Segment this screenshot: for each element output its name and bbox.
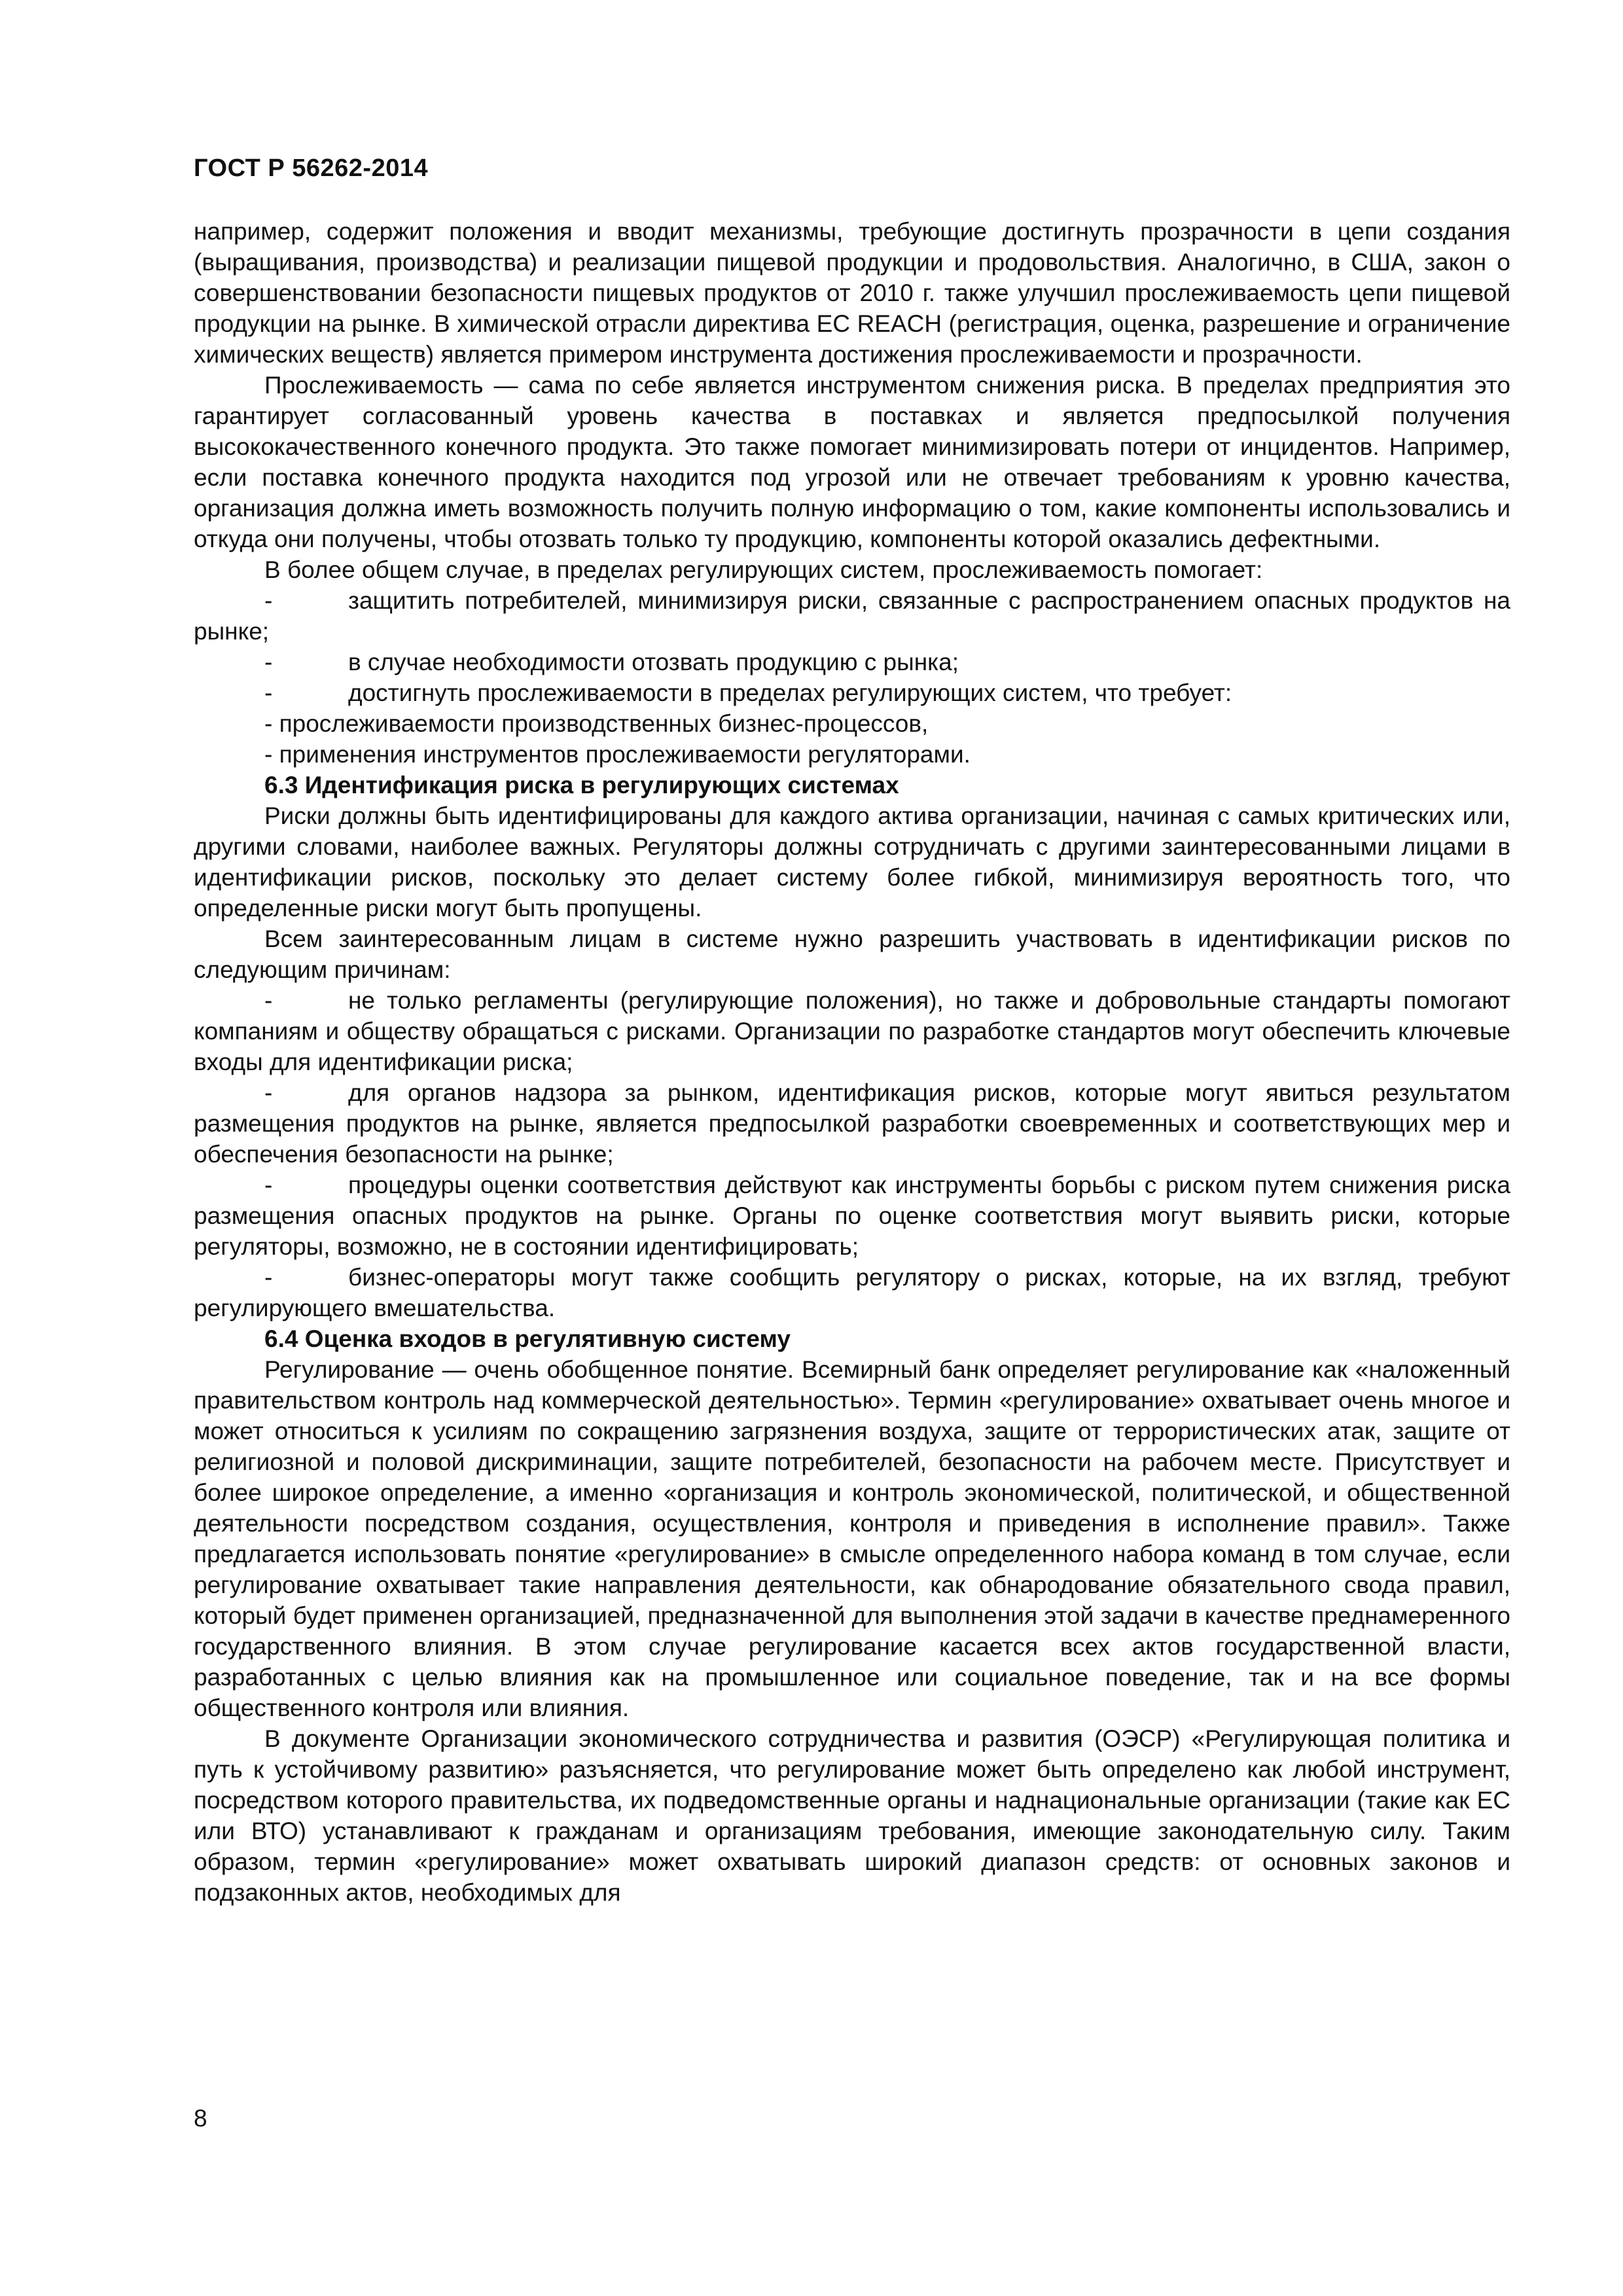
list-item-text: в случае необходимости отозвать продукцию с рынка; (348, 649, 959, 675)
sublist-item: - прослеживаемости производственных бизнес-процессов, (264, 710, 929, 737)
list-dash-marker: - (264, 587, 273, 614)
list-item (194, 585, 1510, 647)
list-dash-marker: - (264, 1172, 273, 1198)
paragraph-traceability-helps: В более общем случае, в пределах регулирующих систем, прослеживаемость помогает: (264, 556, 1263, 583)
list-item (194, 1262, 1510, 1323)
list-item (194, 677, 1510, 708)
paragraph-food-chain-transparency: например, содержит положения и вводит механизмы, требующие достигнуть прозрачности в цепи создания (выращивания, производства) и реализации пищевой продукции и продовольствия. Аналогично, в США, закон о совершенствовании безопасности пищевых продуктов от 2010 г. также улучшил прослеживаемость цепи пищевой продукции на рынке. В химической отрасли директива ЕС REACH (регистрация, оценка, разрешение и ограничение химических веществ) является примером инструмента достижения прослеживаемости и прозрачности. (194, 218, 1510, 368)
document-body (194, 216, 1510, 1908)
list-item-text: достигнуть прослеживаемости в пределах регулирующих систем, что требует: (348, 679, 1232, 706)
list-item-text: не только регламенты (регулирующие положения), но также и добровольные стандарты помогают компаниям и обществу обращаться с рисками. Организации по разработке стандартов могут обеспечить ключевые входы для идентификации риска; (194, 987, 1510, 1075)
list-dash-marker: - (264, 1079, 273, 1106)
page-number: 8 (194, 2105, 207, 2132)
list-item-text: процедуры оценки соответствия действуют как инструменты борьбы с риском путем снижения риска размещения опасных продуктов на рынке. Органы по оценке соответствия могут выявить риски, которые регуляторы, возможно, не в состоянии идентифицировать; (194, 1172, 1510, 1260)
paragraph-stakeholders-participation: Всем заинтересованным лицам в системе нужно разрешить участвовать в идентификации рисков по следующим причинам: (194, 925, 1510, 983)
section-heading-6-3: 6.3 Идентификация риска в регулирующих системах (264, 772, 899, 798)
list-item (194, 1077, 1510, 1170)
list-dash-marker: - (264, 679, 273, 706)
list-item (194, 647, 1510, 677)
section-heading-6-4: 6.4 Оценка входов в регулятивную систему (264, 1325, 791, 1352)
list-dash-marker: - (264, 1264, 273, 1291)
list-item (194, 985, 1510, 1077)
document-code-header: ГОСТ Р 56262-2014 (194, 154, 429, 182)
list-dash-marker: - (264, 987, 273, 1014)
list-item-text: бизнес-операторы могут также сообщить регулятору о рисках, которые, на их взгляд, требуют регулирующего вмешательства. (194, 1264, 1510, 1321)
list-item (194, 1170, 1510, 1262)
paragraph-traceability-risk-tool: Прослеживаемость — сама по себе является инструментом снижения риска. В пределах предприятия это гарантирует согласованный уровень качества в поставках и является предпосылкой получения высококачественного конечного продукта. Это также помогает минимизировать потери от инцидентов. Например, если поставка конечного продукта находится под угрозой или не отвечает требованиям к уровню качества, организация должна иметь возможность получить полную информацию о том, какие компоненты использовались и откуда они получены, чтобы отозвать только ту продукцию, компоненты которой оказались дефектными. (194, 372, 1510, 552)
list-item-text: защитить потребителей, минимизируя риски, связанные с распространением опасных продуктов на рынке; (194, 587, 1510, 645)
list-dash-marker: - (264, 649, 273, 675)
paragraph-regulation-definition: Регулирование — очень обобщенное понятие. Всемирный банк определяет регулирование как «наложенный правительством контроль над коммерческой деятельностью». Термин «регулирование» охватывает очень многое и может относиться к усилиям по сокращению загрязнения воздуха, защите от террористических атак, защите от религиозной и половой дискриминации, защите потребителей, безопасности на рабочем месте. Присутствует и более широкое определение, а именно «организация и контроль экономической, политической, и общественной деятельности посредством создания, осуществления, контроля и приведения в исполнение правил». Также предлагается использовать понятие «регулирование» в смысле определенного набора команд в том случае, если регулирование охватывает такие направления деятельности, как обнародование обязательного свода правил, который будет применен организацией, предназначенной для выполнения этой задачи в качестве преднамеренного государственного влияния. В этом случае регулирование касается всех актов государственной власти, разработанных с целью влияния как на промышленное или социальное поведение, так и на все формы общественного контроля или влияния. (194, 1356, 1510, 1721)
sublist-item: - применения инструментов прослеживаемости регуляторами. (264, 741, 971, 768)
paragraph-risk-identification: Риски должны быть идентифицированы для каждого актива организации, начиная с самых критических или, другими словами, наиболее важных. Регуляторы должны сотрудничать с другими заинтересованными лицами в идентификации рисков, поскольку это делает систему более гибкой, минимизируя вероятность того, что определенные риски могут быть пропущены. (194, 802, 1510, 922)
paragraph-oecd-document: В документе Организации экономического сотрудничества и развития (ОЭСР) «Регулирующая политика и путь к устойчивому развитию» разъясняется, что регулирование может быть определено как любой инструмент, посредством которого правительства, их подведомственные органы и наднациональные организации (такие как ЕС или ВТО) устанавливают к гражданам и организациям требования, имеющие законодательную силу. Таким образом, термин «регулирование» может охватывать широкий диапазон средств: от основных законов и подзаконных актов, необходимых для (194, 1725, 1510, 1906)
list-item-text: для органов надзора за рынком, идентификация рисков, которые могут явиться результатом размещения продуктов на рынке, является предпосылкой разработки своевременных и соответствующих мер и обеспечения безопасности на рынке; (194, 1079, 1510, 1168)
